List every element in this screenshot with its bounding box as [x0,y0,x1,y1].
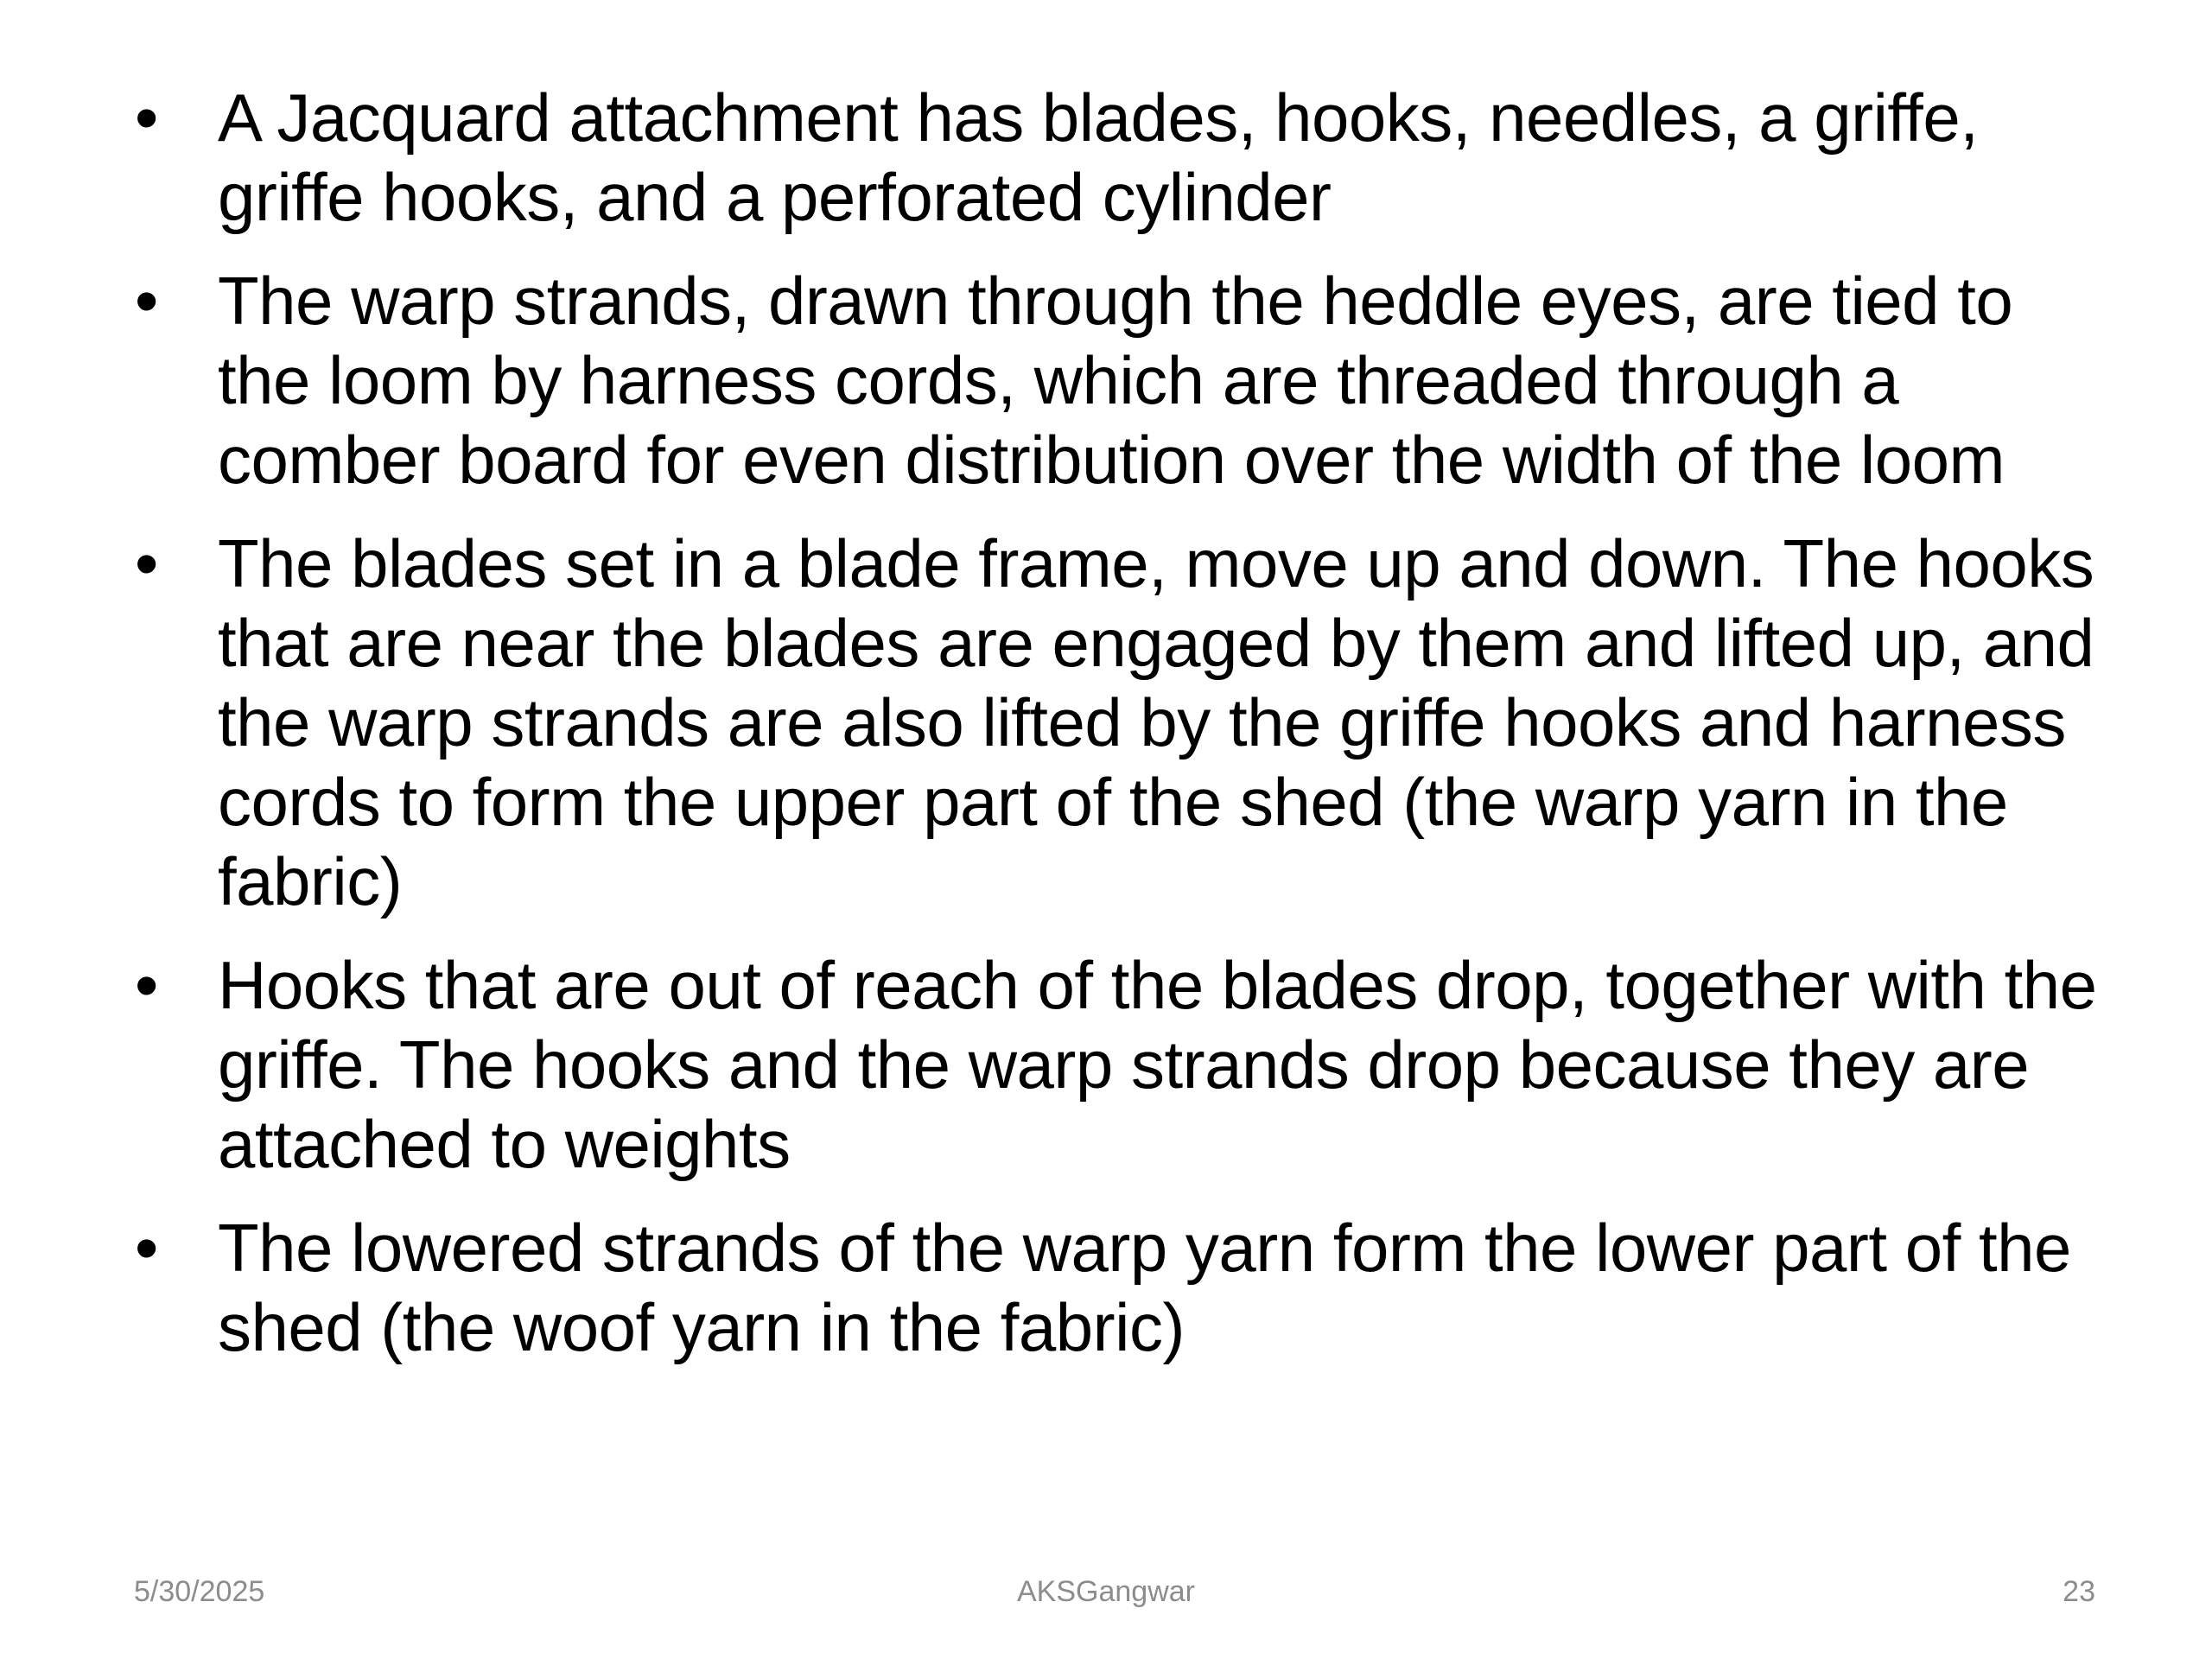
footer-date: 5/30/2025 [134,1575,265,1608]
bullet-item [130,78,2100,237]
bullet-dot-icon: • [135,947,158,1023]
footer-page-number: 23 [2063,1575,2095,1608]
bullet-dot-icon: • [135,525,158,601]
bullet-text: Hooks that are out of reach of the blades drop, together with the griffe. The hooks and the warp strands drop because they are attached to weights [218,947,2097,1182]
bullet-item [130,261,2100,499]
bullet-dot-icon: • [135,1210,158,1286]
bullet-text: The lowered strands of the warp yarn form the lower part of the shed (the woof yarn in the fabric) [218,1210,2071,1365]
footer-author: AKSGangwar [1017,1575,1195,1608]
bullet-text: The blades set in a blade frame, move up and down. The hooks that are near the blades are engaged by them and lifted up, and the warp strands are also lifted by the griffe hooks and harness cords to form the upper part of the shed (the warp yarn in the fabric) [218,525,2094,919]
bullet-list [130,78,2100,1391]
bullet-text: The warp strands, drawn through the heddle eyes, are tied to the loom by harness cords, which are threaded through a comber board for even distribution over the width of the loom [218,263,2013,498]
bullet-item [130,1208,2100,1367]
bullet-item [130,945,2100,1184]
bullet-item [130,524,2100,921]
bullet-dot-icon: • [135,79,158,156]
bullet-dot-icon: • [135,263,158,339]
bullet-text: A Jacquard attachment has blades, hooks, needles, a griffe, griffe hooks, and a perforated cylinder [218,79,1979,235]
